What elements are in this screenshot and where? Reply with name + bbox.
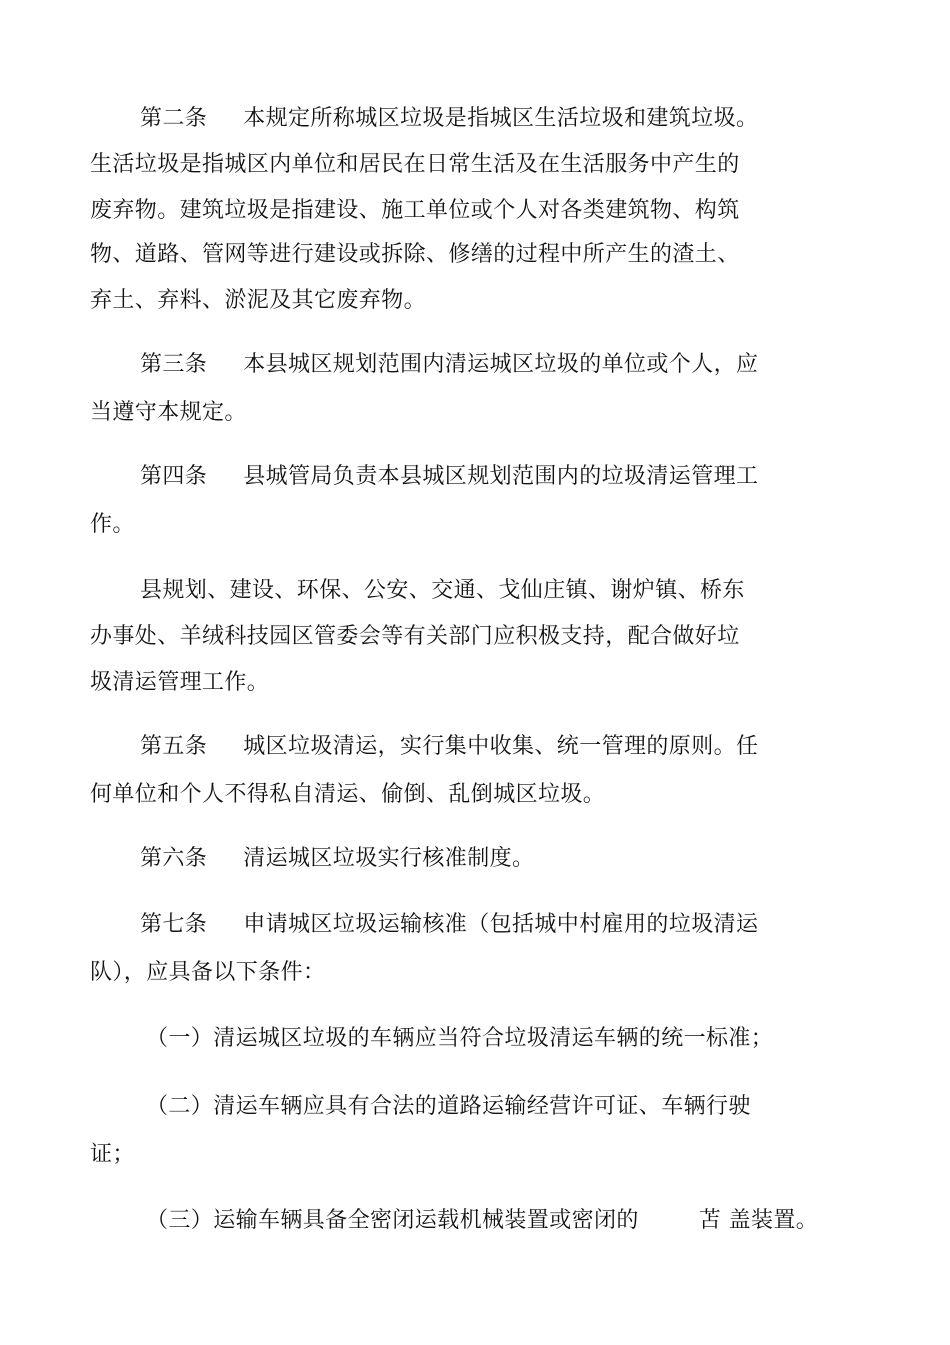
article-2-line-5: 弃土、弃料、淤泥及其它废弃物。	[90, 288, 427, 313]
article-5-line-1	[140, 732, 758, 762]
article-heading: 第四条	[140, 464, 208, 489]
article-text: 清运城区垃圾实行核准制度。	[243, 846, 535, 871]
condition-text-tail: 苫 盖装置。	[698, 1208, 819, 1233]
article-heading: 第六条	[140, 846, 208, 871]
article-4-line-1	[140, 462, 758, 492]
condition-2-line-2: 证；	[90, 1142, 135, 1167]
condition-text: （三）运输车辆具备全密闭运载机械装置或密闭的	[146, 1208, 639, 1233]
article-7-line-2: 队），应具备以下条件：	[90, 960, 326, 985]
article-3-line-1	[140, 350, 758, 380]
article-heading: 第二条	[140, 106, 208, 131]
article-text: 申请城区垃圾运输核准（包括城中村雇用的垃圾清运	[243, 912, 759, 937]
article-text: 本规定所称城区垃圾是指城区生活垃圾和建筑垃圾。	[243, 106, 759, 131]
condition-1-line-1: （一）清运城区垃圾的车辆应当符合垃圾清运车辆的统一标准；	[146, 1026, 774, 1051]
article-3-line-2: 当遵守本规定。	[90, 400, 247, 425]
article-2-line-1	[140, 104, 758, 134]
condition-3-line-1	[146, 1206, 818, 1236]
article-7-line-1	[140, 910, 758, 940]
article-text: 县城管局负责本县城区规划范围内的垃圾清运管理工	[243, 464, 759, 489]
article-2-line-3: 废弃物。建筑垃圾是指建设、施工单位或个人对各类建筑物、构筑	[90, 198, 740, 223]
condition-2-line-1: （二）清运车辆应具有合法的道路运输经营许可证、车辆行驶	[146, 1094, 751, 1119]
article-2-line-2: 生活垃圾是指城区内单位和居民在日常生活及在生活服务中产生的	[90, 152, 740, 177]
article-heading: 第三条	[140, 352, 208, 377]
paragraph-line-1: 县规划、建设、环保、公安、交通、戈仙庄镇、谢炉镇、桥东	[140, 578, 745, 603]
article-6-line-1	[140, 844, 534, 874]
article-text: 本县城区规划范围内清运城区垃圾的单位或个人，应	[243, 352, 759, 377]
article-heading: 第五条	[140, 734, 208, 759]
article-heading: 第七条	[140, 912, 208, 937]
article-5-line-2: 何单位和个人不得私自清运、偷倒、乱倒城区垃圾。	[90, 782, 606, 807]
paragraph-line-3: 圾清运管理工作。	[90, 670, 270, 695]
article-4-line-2: 作。	[90, 512, 135, 537]
paragraph-line-2: 办事处、羊绒科技园区管委会等有关部门应积极支持，配合做好垃	[90, 624, 740, 649]
article-2-line-4: 物、道路、管网等进行建设或拆除、修缮的过程中所产生的渣土、	[90, 242, 740, 267]
article-text: 城区垃圾清运，实行集中收集、统一管理的原则。任	[243, 734, 759, 759]
